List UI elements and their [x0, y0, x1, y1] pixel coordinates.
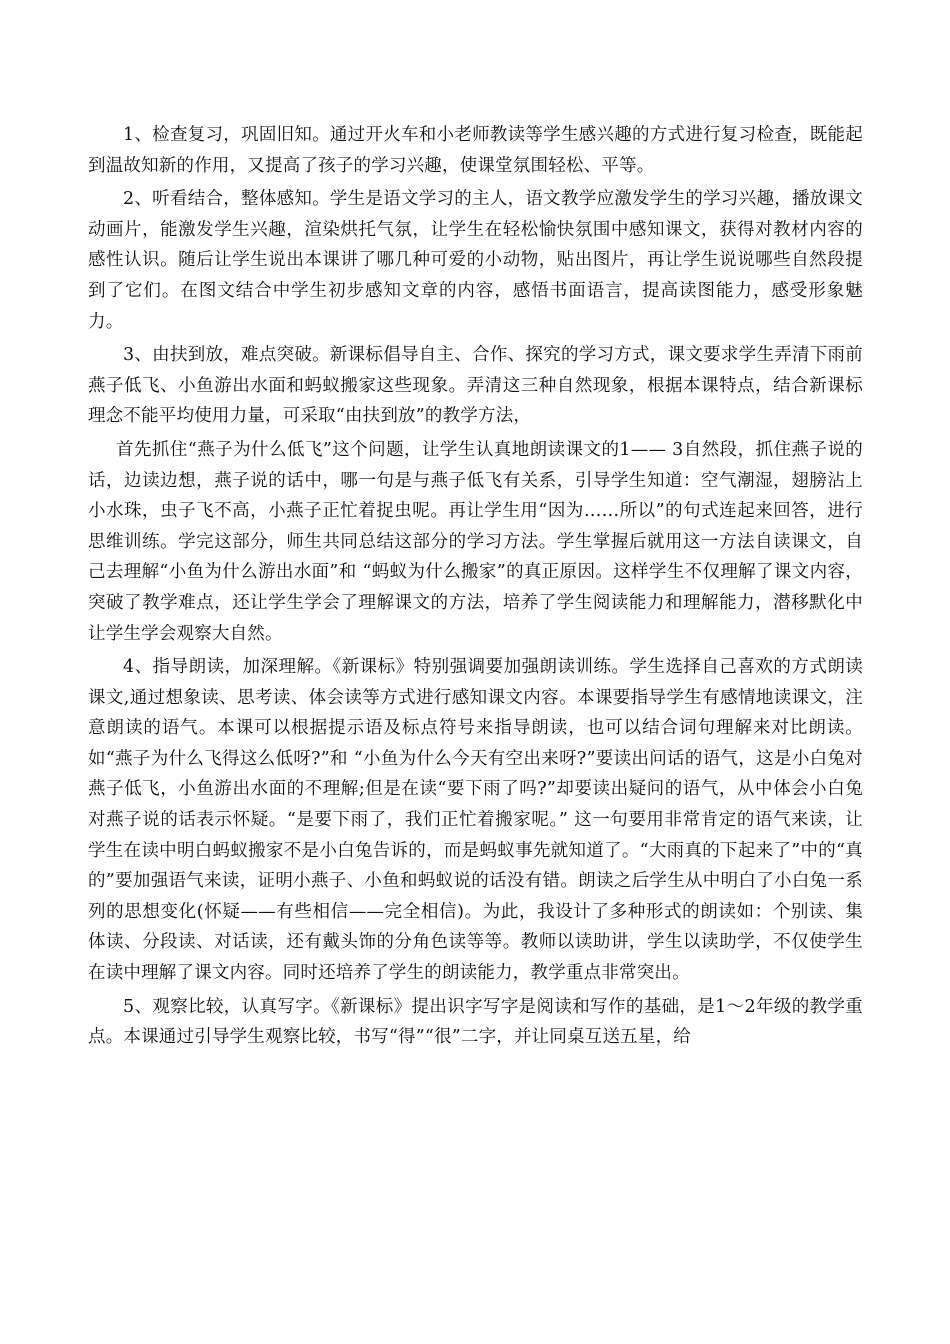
- paragraph-1: 1、检查复习，巩固旧知。通过开火车和小老师教读等学生感兴趣的方式进行复习检查，既能起到温故知新的作用，又提高了孩子的学习兴趣，使课堂氛围轻松、平等。: [88, 125, 863, 176]
- paragraph-5: 4、指导朗读，加深理解。《新课标》特别强调要加强朗读训练。学生选择自己喜欢的方式朗读课文,通过想象读、思考读、体会读等方式进行感知课文内容。本课要指导学生有感情地读课文，注意朗读的语气。本课可以根据提示语及标点符号来指导朗读，也可以结合词句理解来对比朗读。如“燕子为什么飞得这么低呀?”和 “小鱼为什么今天有空出来呀?”要读出问话的语气，这是小白兔对燕子低飞，小鱼游出水面的不理解;但是在读“要下雨了吗?”却要读出疑问的语气，从中体会小白兔对燕子说的话表示怀疑。“是要下雨了，我们正忙着搬家呢。” 这一句要用非常肯定的语气来读，让学生在读中明白蚂蚁搬家不是小白兔告诉的，而是蚂蚁事先就知道了。“大雨真的下起来了”中的“真的”要加强语气来读，证明小燕子、小鱼和蚂蚁说的话没有错。朗读之后学生从中明白了小白兔一系列的思想变化(怀疑——有些相信——完全相信)。为此，我设计了多种形式的朗读如：个别读、集体读、分段读、对话读，还有戴头饰的分角色读等等。教师以读助讲，学生以读助学，不仅使学生在读中理解了课文内容。同时还培养了学生的朗读能力，教学重点非常突出。: [88, 657, 863, 984]
- document-body: [88, 120, 863, 1056]
- paragraph-2: 2、听看结合，整体感知。学生是语文学习的主人，语文教学应激发学生的学习兴趣，播放课文动画片，能激发学生兴趣，渲染烘托气氛，让学生在轻松愉快氛围中感知课文，获得对教材内容的感性认识。随后让学生说出本课讲了哪几种可爱的小动物，贴出图片，再让学生说说哪些自然段提到了它们。在图文结合中学生初步感知文章的内容，感悟书面语言，提高读图能力，感受形象魅力。: [88, 189, 863, 332]
- paragraph-4: 首先抓住“燕子为什么低飞”这个问题，让学生认真地朗读课文的1—— 3自然段，抓住燕子说的话，边读边想，燕子说的话中，哪一句是与燕子低飞有关系，引导学生知道：空气潮湿，翅膀沾上小水珠，虫子飞不高，小燕子正忙着捉虫呢。再让学生用“因为……所以”的句式连起来回答，进行思维训练。学完这部分，师生共同总结这部分的学习方法。学生掌握后就用这一方法自读课文，自己去理解“小鱼为什么游出水面”和 “蚂蚁为什么搬家”的真正原因。这样学生不仅理解了课文内容，突破了教学难点，还让学生学会了理解课文的方法，培养了学生阅读能力和理解能力，潜移默化中让学生学会观察大自然。: [88, 439, 863, 644]
- paragraph-3: 3、由扶到放，难点突破。新课标倡导自主、合作、探究的学习方式，课文要求学生弄清下雨前燕子低飞、小鱼游出水面和蚂蚁搬家这些现象。弄清这三种自然现象，根据本课特点，结合新课标理念不能平均使用力量，可采取“由扶到放”的教学方法，: [88, 345, 863, 427]
- paragraph-6: 5、观察比较，认真写字。《新课标》提出识字写字是阅读和写作的基础，是1～2年级的教学重点。本课通过引导学生观察比较，书写“得”“很”二字，并让同桌互送五星，给: [88, 996, 863, 1048]
